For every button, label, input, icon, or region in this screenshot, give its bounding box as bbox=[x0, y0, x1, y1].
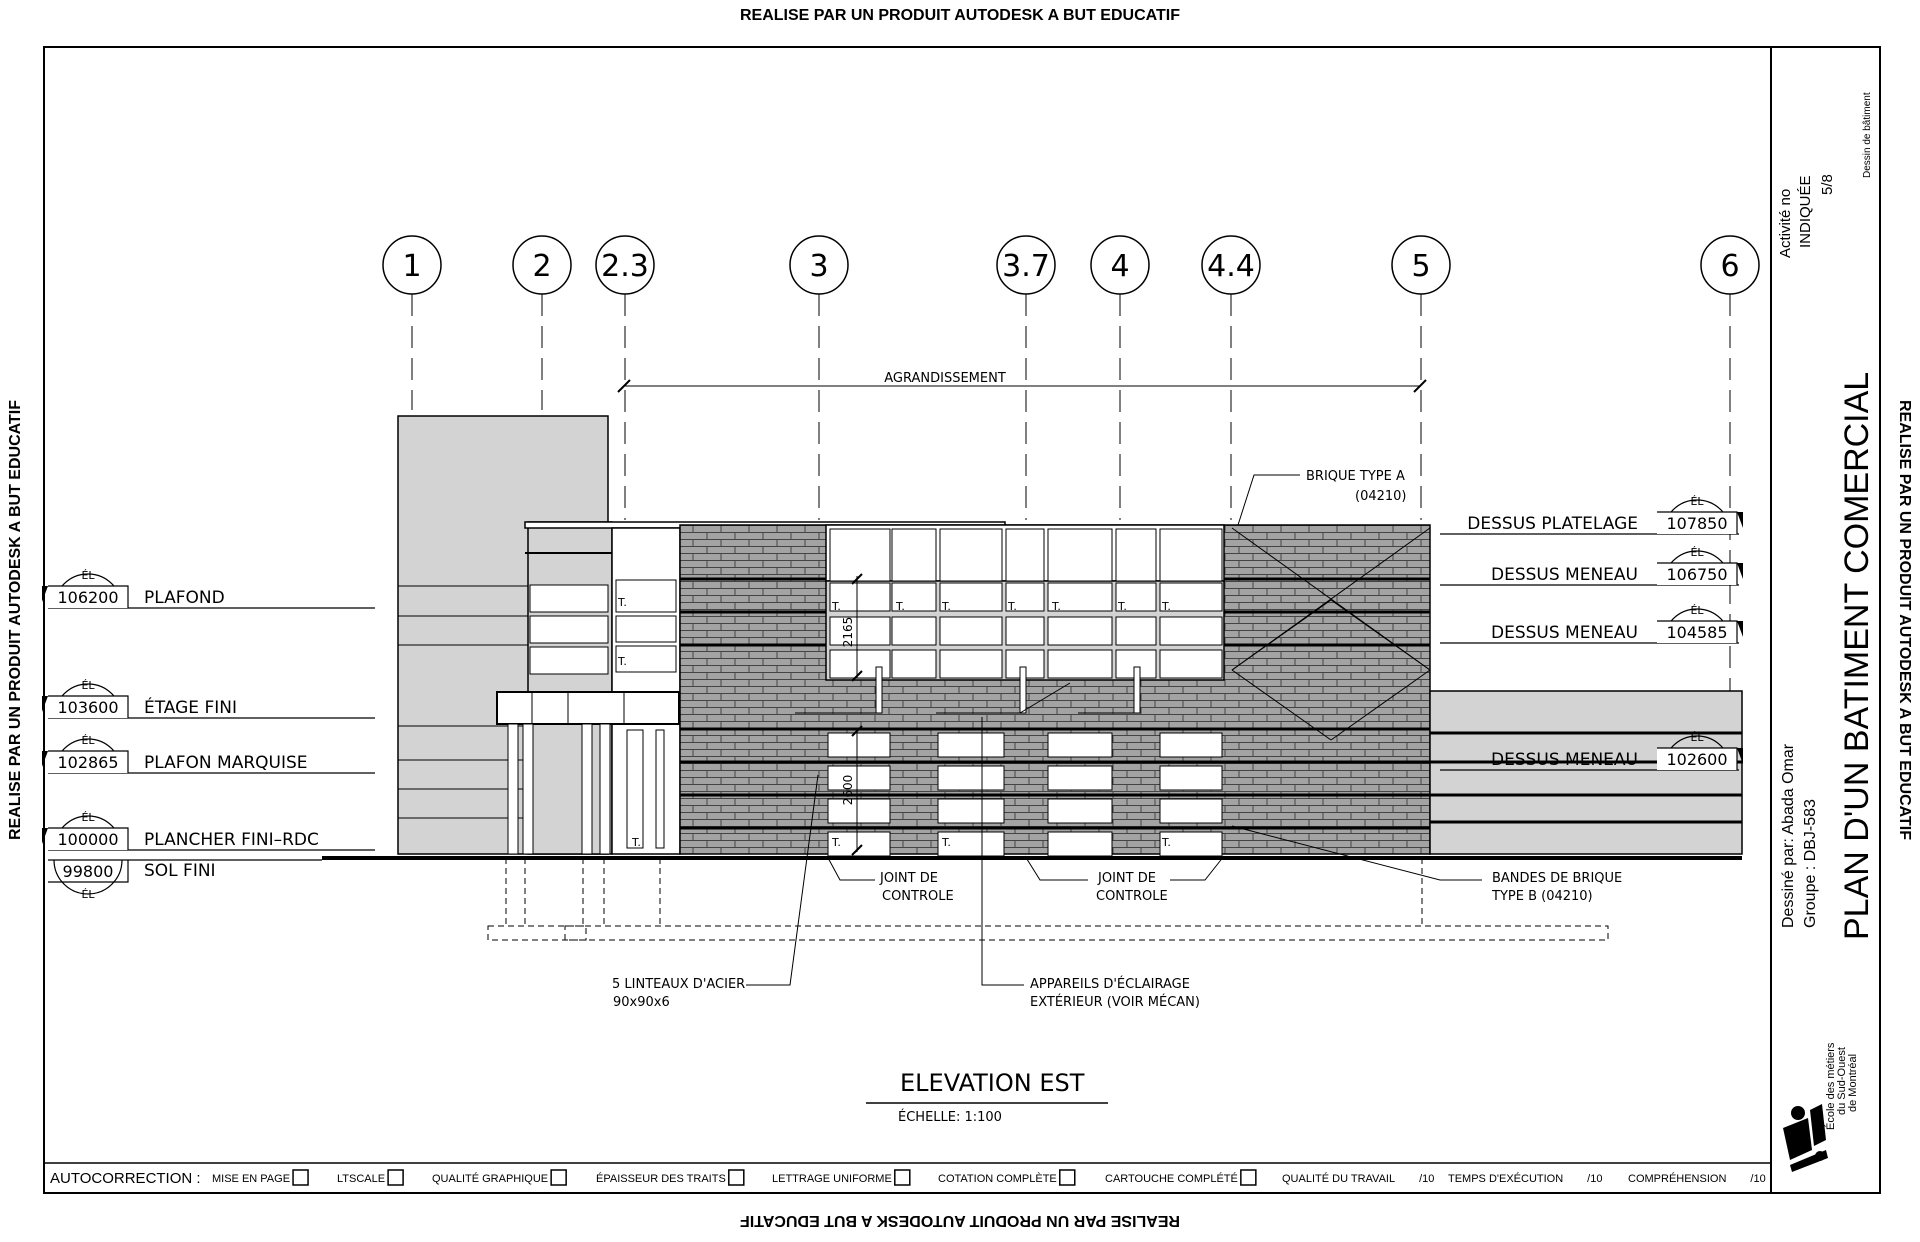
watermark-left: REALISE PAR UN PRODUIT AUTODESK A BUT EDUCATIF bbox=[7, 399, 24, 841]
groupe: Groupe : DBJ-583 bbox=[1802, 799, 1819, 928]
watermark-right: REALISE PAR UN PRODUIT AUTODESK A BUT EDUCATIF bbox=[1896, 399, 1913, 841]
school-name-1: École des métiers bbox=[1825, 1042, 1837, 1130]
gridline-label: 3.7 bbox=[1002, 249, 1050, 284]
autocorrection-checkbox[interactable] bbox=[551, 1170, 566, 1185]
view-title: ELEVATION EST bbox=[900, 1069, 1085, 1097]
autocorrection-item: QUALITÉ DU TRAVAIL bbox=[1282, 1173, 1396, 1185]
level-el: ÉL bbox=[81, 811, 95, 824]
dim-lower: 2600 bbox=[841, 774, 855, 806]
autocorrection-item: QUALITÉ GRAPHIQUE bbox=[432, 1173, 549, 1185]
window-tag: T. bbox=[832, 600, 841, 613]
title-block bbox=[1777, 92, 1876, 1172]
school-name-3: de Montréal bbox=[1847, 1053, 1859, 1112]
window-tag: T. bbox=[832, 836, 841, 849]
school-logo bbox=[1783, 1104, 1828, 1172]
note-brique-a: BRIQUE TYPE A bbox=[1306, 469, 1405, 484]
level-value: 99800 bbox=[62, 862, 114, 881]
watermark-top: REALISE PAR UN PRODUIT AUTODESK A BUT EDUCATIF bbox=[739, 7, 1181, 24]
note-linteaux-b: 90x90x6 bbox=[613, 995, 670, 1010]
level-value: 104585 bbox=[1666, 623, 1728, 642]
window-tag: T. bbox=[1162, 600, 1171, 613]
gridline-label: 1 bbox=[402, 249, 422, 284]
note-joint-1: JOINT DE bbox=[880, 871, 938, 886]
autocorrection-checkbox[interactable] bbox=[895, 1170, 910, 1185]
autocorrection-item: CARTOUCHE COMPLÉTÉ bbox=[1105, 1173, 1238, 1185]
autocorrection-checkbox[interactable] bbox=[293, 1170, 308, 1185]
level-el: ÉL bbox=[1690, 495, 1704, 508]
autocorrection-checkbox[interactable] bbox=[388, 1170, 403, 1185]
level-value: 102865 bbox=[57, 753, 119, 772]
level-name: DESSUS MENEAU bbox=[1491, 565, 1638, 585]
title-fraction: 5/8 bbox=[1819, 174, 1836, 195]
level-el: ÉL bbox=[1690, 604, 1704, 617]
level-name: ÉTAGE FINI bbox=[144, 698, 237, 718]
level-name: PLAFOND bbox=[144, 588, 225, 608]
level-name: PLAFON MARQUISE bbox=[144, 753, 308, 773]
level-el: ÉL bbox=[1690, 546, 1704, 559]
autocorrection-item: TEMPS D'EXÉCUTION bbox=[1448, 1173, 1564, 1185]
watermark-bottom: REALISE PAR UN PRODUIT AUTODESK A BUT EDUCATIF bbox=[739, 1212, 1181, 1229]
dim-upper: 2165 bbox=[841, 616, 855, 648]
note-bandes-b: TYPE B (04210) bbox=[1492, 889, 1593, 904]
level-el: ÉL bbox=[81, 888, 95, 901]
autocorrection-score: /10 bbox=[1587, 1173, 1603, 1185]
title-activite: Activité no bbox=[1777, 188, 1794, 258]
autocorrection-item: MISE EN PAGE bbox=[212, 1173, 291, 1185]
levels-left bbox=[42, 569, 375, 901]
gridline-label: 2 bbox=[532, 249, 552, 284]
autocorrection-checkbox[interactable] bbox=[1060, 1170, 1075, 1185]
autocorrection-score: /10 bbox=[1750, 1173, 1766, 1185]
level-value: 103600 bbox=[57, 698, 119, 717]
gridline-label: 4.4 bbox=[1207, 249, 1255, 284]
window-tag: T. bbox=[1008, 600, 1017, 613]
view-scale: ÉCHELLE: 1:100 bbox=[898, 1110, 1002, 1125]
autocorrection-checkbox[interactable] bbox=[1241, 1170, 1256, 1185]
level-el: ÉL bbox=[1690, 731, 1704, 744]
autocorrection-item: LETTRAGE UNIFORME bbox=[772, 1173, 892, 1185]
level-name: DESSUS MENEAU bbox=[1491, 750, 1638, 770]
autocorrection-item: LTSCALE bbox=[337, 1173, 386, 1185]
autocorrection-item: ÉPAISSEUR DES TRAITS bbox=[596, 1173, 726, 1185]
window-tag: T. bbox=[942, 836, 951, 849]
window-tag: T. bbox=[632, 836, 641, 849]
level-value: 106200 bbox=[57, 588, 119, 607]
level-name: DESSUS MENEAU bbox=[1491, 623, 1638, 643]
autocorrection-score: /10 bbox=[1419, 1173, 1435, 1185]
window-tag: T. bbox=[1052, 600, 1061, 613]
window-tag: T. bbox=[1162, 836, 1171, 849]
autocorrection-checkbox[interactable] bbox=[729, 1170, 744, 1185]
note-joint-1b: CONTROLE bbox=[882, 889, 954, 904]
level-value: 106750 bbox=[1666, 565, 1728, 584]
note-eclairage-b: EXTÉRIEUR (VOIR MÉCAN) bbox=[1030, 995, 1200, 1010]
autocorrection-item: COTATION COMPLÈTE bbox=[938, 1173, 1057, 1185]
building-elevation bbox=[322, 416, 1742, 940]
note-linteaux: 5 LINTEAUX D'ACIER bbox=[612, 977, 746, 992]
autocorrection-label: AUTOCORRECTION : bbox=[50, 1170, 201, 1187]
level-el: ÉL bbox=[81, 679, 95, 692]
note-brique-a-code: (04210) bbox=[1355, 489, 1407, 504]
level-el: ÉL bbox=[81, 569, 95, 582]
level-name: DESSUS PLATELAGE bbox=[1467, 514, 1638, 534]
window-tag: T. bbox=[1118, 600, 1127, 613]
level-el: ÉL bbox=[81, 734, 95, 747]
gridline-label: 6 bbox=[1720, 249, 1740, 284]
plan-title: PLAN D'UN BATIMENT COMERCIAL bbox=[1838, 371, 1876, 940]
level-value: 102600 bbox=[1666, 750, 1728, 769]
title-indiquee: INDIQUÉE bbox=[1797, 175, 1814, 248]
note-joint-2b: CONTROLE bbox=[1096, 889, 1168, 904]
note-bandes: BANDES DE BRIQUE bbox=[1492, 871, 1623, 886]
level-name: SOL FINI bbox=[144, 861, 216, 881]
level-value: 100000 bbox=[57, 830, 119, 849]
school-name-2: du Sud-Ouest bbox=[1836, 1047, 1848, 1115]
gridline-label: 4 bbox=[1110, 249, 1130, 284]
window-tag: T. bbox=[896, 600, 905, 613]
window-tag: T. bbox=[942, 600, 951, 613]
span-label: AGRANDISSEMENT bbox=[884, 371, 1006, 386]
window-tag: T. bbox=[618, 596, 627, 609]
note-joint-2: JOINT DE bbox=[1098, 871, 1156, 886]
autocorrection-bar bbox=[50, 1170, 1766, 1187]
gridline-label: 2.3 bbox=[601, 249, 649, 284]
autocorrection-item: COMPRÉHENSION bbox=[1628, 1173, 1727, 1185]
span-dimension bbox=[618, 371, 1426, 392]
drawn-by: Dessiné par: Abada Omar bbox=[1780, 743, 1797, 928]
gridline-label: 3 bbox=[809, 249, 829, 284]
level-value: 107850 bbox=[1666, 514, 1728, 533]
window-tag: T. bbox=[618, 655, 627, 668]
note-eclairage: APPAREILS D'ÉCLAIRAGE bbox=[1030, 977, 1190, 992]
gridline-label: 5 bbox=[1411, 249, 1431, 284]
title-course: Dessin de bâtiment bbox=[1862, 92, 1873, 178]
level-name: PLANCHER FINI–RDC bbox=[144, 830, 319, 850]
